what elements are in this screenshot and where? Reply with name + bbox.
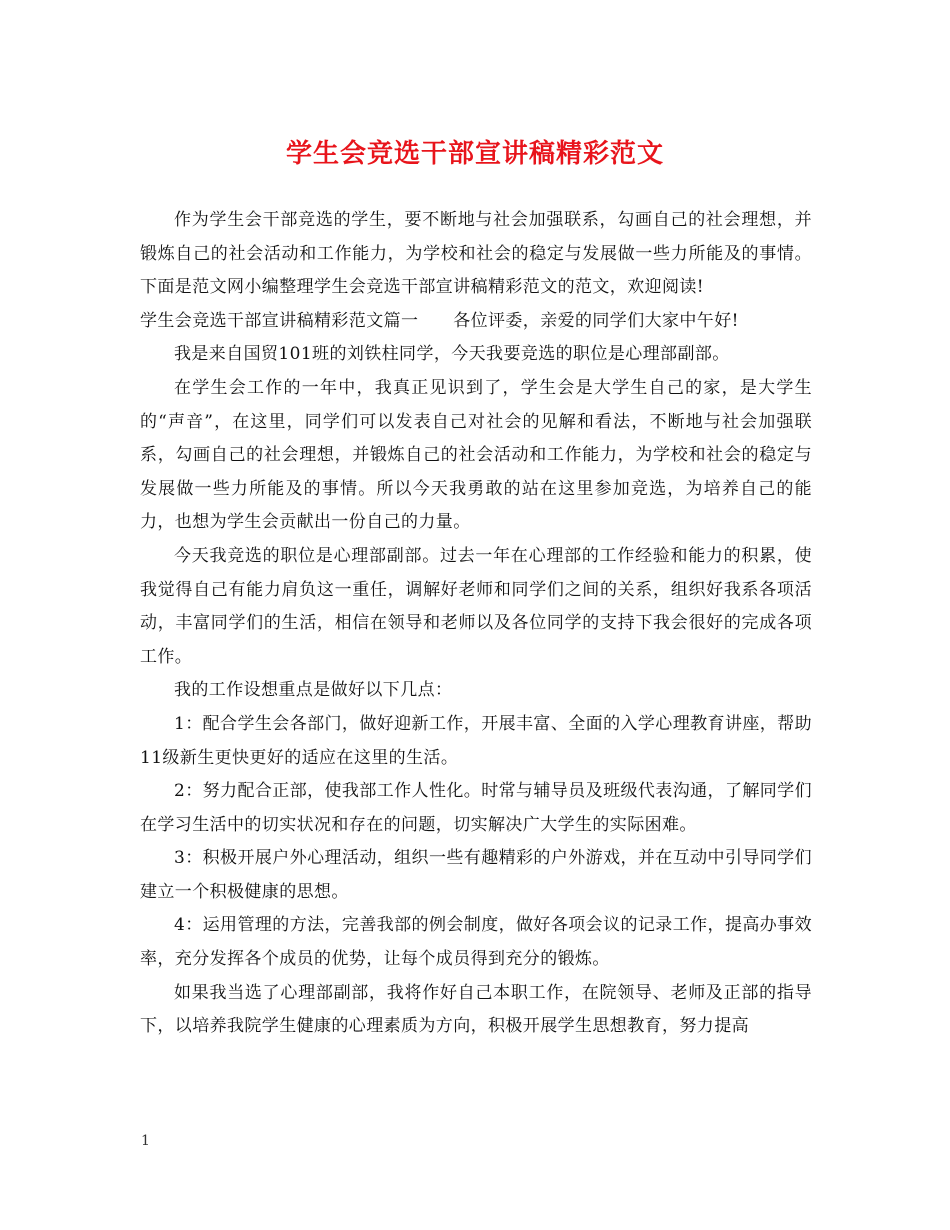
paragraph-intro: 作为学生会干部竞选的学生，要不断地与社会加强联系，勾画自己的社会理想，并锻炼自己的社会活动和工作能力，为学校和社会的稳定与发展做一些力所能及的事情。下面是范文网小编整理学生会竞选干部宣讲稿精彩范文的范文，欢迎阅读!: [140, 210, 812, 298]
paragraph-plan-intro: 我的工作设想重点是做好以下几点：: [174, 680, 453, 701]
paragraph-plan-item-2: 2：努力配合正部，使我部工作人性化。时常与辅导员及班级代表沟通，了解同学们在学习生活中的切实状况和存在的问题，切实解决广大学生的实际困难。: [140, 781, 812, 835]
paragraph-experience: 在学生会工作的一年中，我真正见识到了，学生会是大学生自己的家，是大学生的“声音”，在这里，同学们可以发表自己对社会的见解和看法，不断地与社会加强联系，勾画自己的社会理想，并锻炼自己的社会活动和工作能力，为学校和社会的稳定与发展做一些力所能及的事情。所以今天我勇敢的站在这里参加竞选，为培养自己的能力，也想为学生会贡献出一份自己的力量。: [140, 377, 812, 533]
document-body: [140, 204, 812, 1044]
paragraph-plan-item-1: 1：配合学生会各部门，做好迎新工作，开展丰富、全面的入学心理教育讲座，帮助11级新生更快更好的适应在这里的生活。: [140, 713, 812, 768]
page-number: 1: [141, 1133, 150, 1149]
paragraph-self-intro: 我是来自国贸101班的刘铁柱同学，今天我要竞选的职位是心理部副部。: [174, 344, 730, 365]
paragraph-closing: 如果我当选了心理部副部，我将作好自己本职工作，在院领导、老师及正部的指导下，以培养我院学生健康的心理素质为方向，积极开展学生思想教育，努力提高: [140, 982, 812, 1037]
paragraph-position: 今天我竞选的职位是心理部副部。过去一年在心理部的工作经验和能力的积累，使我觉得自己有能力肩负这一重任，调解好老师和同学们之间的关系，组织好我系各项活动，丰富同学们的生活，相信在领导和老师以及各位同学的支持下我会很好的完成各项工作。: [140, 545, 812, 667]
paragraph-section-heading: 学生会竞选干部宣讲稿精彩范文篇一 各位评委，亲爱的同学们大家中午好!: [140, 310, 739, 331]
paragraph-plan-item-4: 4：运用管理的方法，完善我部的例会制度，做好各项会议的记录工作，提高办事效率，充分发挥各个成员的优势，让每个成员得到充分的锻炼。: [140, 915, 812, 970]
paragraph-plan-item-3: 3：积极开展户外心理活动，组织一些有趣精彩的户外游戏，并在互动中引导同学们建立一个积极健康的思想。: [140, 848, 812, 902]
page-title: 学生会竞选干部宣讲稿精彩范文: [285, 139, 664, 169]
